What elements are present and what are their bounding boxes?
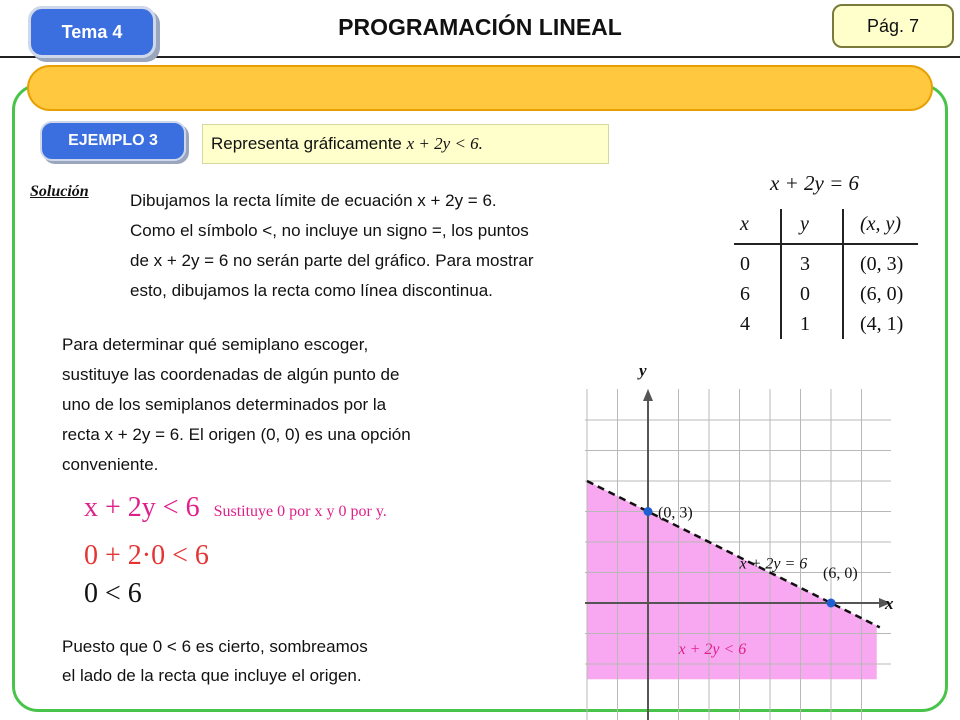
inequality-graph xyxy=(585,355,910,720)
table-col-rule-2 xyxy=(842,209,844,339)
instruction-text: Representa gráficamente xyxy=(211,134,402,153)
table-cell: 4 xyxy=(740,313,750,335)
y-axis-arrow xyxy=(643,389,653,401)
text-line: el lado de la recta que incluye el origen. xyxy=(62,666,362,685)
text-line: recta x + 2y = 6. El origen (0, 0) es una opción xyxy=(62,425,411,444)
inequality-1-expr: x + 2y < 6 xyxy=(84,492,200,523)
page-number-badge: Pág. 7 xyxy=(832,4,954,48)
table-cell: 0 xyxy=(800,283,810,305)
table-title: x + 2y = 6 xyxy=(770,171,859,195)
y-axis-label: y xyxy=(639,361,647,380)
point-label-6-0: (6, 0) xyxy=(823,565,858,582)
table-header-x: x xyxy=(740,213,749,235)
tema-badge: Tema 4 xyxy=(28,6,156,58)
inequality-2: 0 + 2·0 < 6 xyxy=(84,540,209,571)
instruction-box xyxy=(202,124,609,164)
text-line: Puesto que 0 < 6 es cierto, sombreamos xyxy=(62,637,368,656)
table-col-rule-1 xyxy=(780,209,782,339)
solution-paragraph-1 xyxy=(130,186,700,306)
solution-paragraph-2 xyxy=(62,330,562,480)
table-cell: (0, 3) xyxy=(860,253,904,275)
intercept-point xyxy=(827,599,836,608)
page-title: PROGRAMACIÓN LINEAL xyxy=(338,14,622,40)
table-cell: 1 xyxy=(800,313,810,335)
text-line: de x + 2y = 6 no serán parte del gráfico. Para mostrar xyxy=(130,251,534,270)
instruction-math: x + 2y < 6. xyxy=(406,134,483,153)
table-cell: (4, 1) xyxy=(860,313,904,335)
text-line: Dibujamos la recta límite de ecuación x + 2y = 6. xyxy=(130,191,497,210)
point-label-0-3: (0, 3) xyxy=(658,504,693,522)
table-header-xy: (x, y) xyxy=(860,213,902,235)
table-header-rule xyxy=(734,243,918,245)
boundary-line-label: x + 2y = 6 xyxy=(739,555,808,573)
solution-paragraph-3 xyxy=(62,632,562,690)
region-label: x + 2y < 6 xyxy=(678,640,747,658)
text-line: sustituye las coordenadas de algún punto de xyxy=(62,365,400,384)
table-header-y: y xyxy=(800,213,809,235)
text-line: Como el símbolo <, no incluye un signo =, los puntos xyxy=(130,221,529,240)
title-banner xyxy=(27,65,933,111)
substitution-note: Sustituye 0 por x y 0 por y. xyxy=(213,503,387,520)
values-table xyxy=(730,165,930,345)
text-line: esto, dibujamos la recta como línea discontinua. xyxy=(130,281,493,300)
example-badge: EJEMPLO 3 xyxy=(40,121,186,161)
solution-label: Solución xyxy=(30,183,89,200)
inequality-3: 0 < 6 xyxy=(84,578,142,609)
table-cell: 3 xyxy=(800,253,810,275)
table-cell: 6 xyxy=(740,283,750,305)
text-line: Para determinar qué semiplano escoger, xyxy=(62,335,369,354)
inequality-1 xyxy=(84,492,387,524)
intercept-point xyxy=(644,507,653,516)
table-cell: 0 xyxy=(740,253,750,275)
text-line: conveniente. xyxy=(62,455,159,474)
text-line: uno de los semiplanos determinados por la xyxy=(62,395,387,414)
x-axis-label: x xyxy=(885,594,894,613)
table-cell: (6, 0) xyxy=(860,283,904,305)
